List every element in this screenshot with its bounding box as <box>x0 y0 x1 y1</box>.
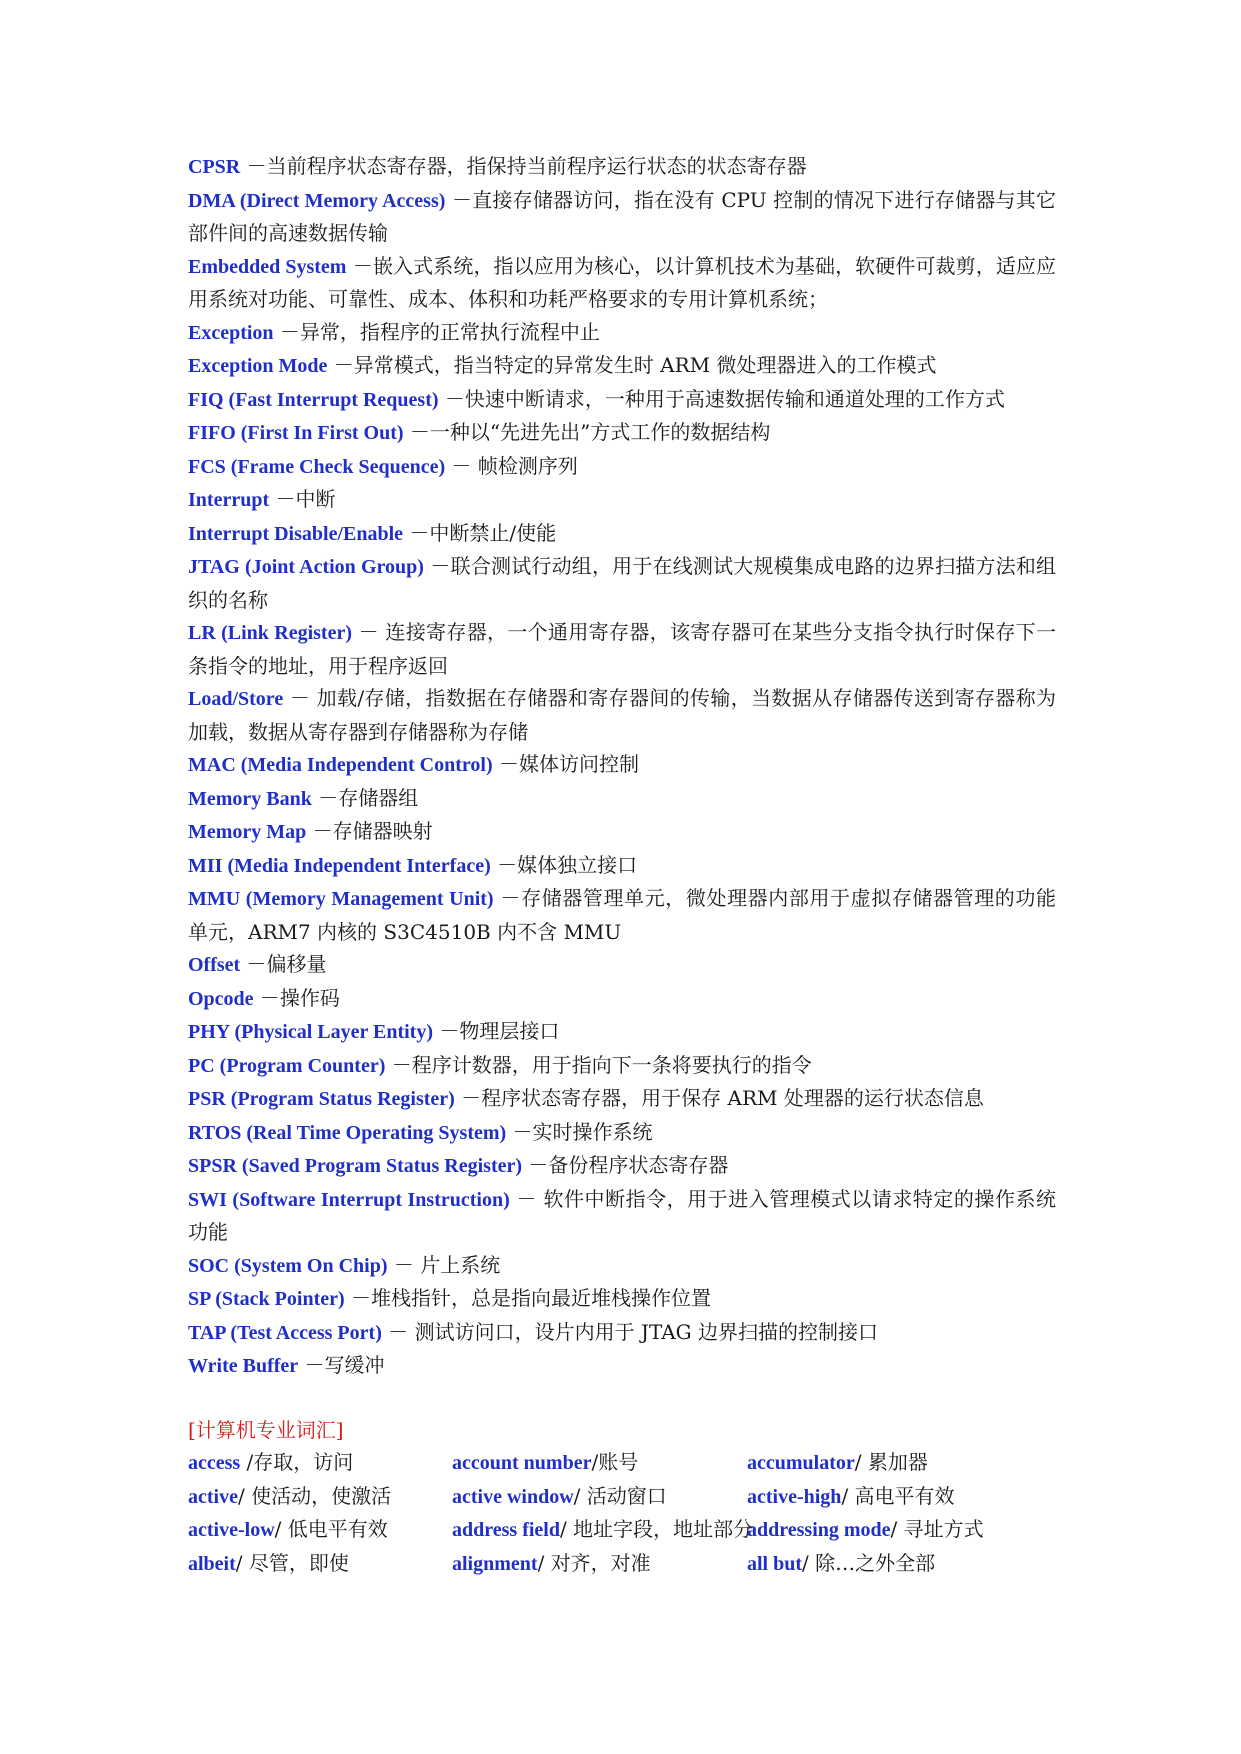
glossary-term: Memory Map <box>188 821 307 843</box>
vocab-row <box>188 1480 1056 1514</box>
glossary-term: Interrupt <box>188 489 270 511</box>
glossary-entry <box>188 416 1056 450</box>
vocab-definition: / 累加器 <box>854 1450 928 1474</box>
glossary-term: Embedded System <box>188 255 347 278</box>
glossary-entry <box>188 250 1056 316</box>
glossary-term: FCS (Frame Check Sequence) <box>188 455 446 478</box>
glossary-term: RTOS (Real Time Operating System) <box>188 1121 507 1144</box>
glossary-entry <box>188 616 1056 682</box>
glossary-definition: －存储器组 <box>311 785 419 810</box>
glossary-term: PHY (Physical Layer Entity) <box>188 1021 433 1043</box>
vocab-row <box>188 1446 1056 1480</box>
glossary-definition: －中断 <box>269 487 336 511</box>
glossary-term: SOC (System On Chip) <box>188 1254 388 1277</box>
vocab-term: addressing mode <box>747 1519 891 1541</box>
glossary-definition: －异常，指程序的正常执行流程中止 <box>273 319 600 344</box>
glossary-term: SPSR (Saved Program Status Register) <box>188 1155 523 1177</box>
glossary-entry <box>188 150 1056 184</box>
glossary-definition: －物理层接口 <box>432 1019 560 1043</box>
glossary-entry <box>188 748 1056 782</box>
vocab-definition: / 低电平有效 <box>274 1517 388 1541</box>
glossary-definition: －堆栈指针，总是指向最近堆栈操作位置 <box>344 1286 712 1310</box>
glossary-term: CPSR <box>188 156 241 178</box>
glossary-definition: －媒体访问控制 <box>492 752 639 776</box>
glossary-definition: －操作码 <box>253 985 340 1010</box>
glossary-definition: －当前程序状态寄存器，指保持当前程序运行状态的状态寄存器 <box>240 154 807 178</box>
glossary-term: FIFO (First In First Out) <box>188 422 404 444</box>
vocab-definition: / 高电平有效 <box>841 1483 955 1508</box>
vocab-cell <box>452 1446 747 1480</box>
section-title: [计算机专业词汇] <box>188 1417 344 1442</box>
vocab-cell <box>188 1446 452 1480</box>
vocab-definition: / 尽管，即使 <box>235 1550 349 1575</box>
glossary-entry <box>188 517 1056 551</box>
vocab-table <box>188 1446 1056 1580</box>
glossary-definition: － 片上系统 <box>387 1252 501 1277</box>
glossary-definition: －快速中断请求，一种用于高速数据传输和通道处理的工作方式 <box>438 386 1005 411</box>
glossary-definition: －程序状态寄存器，用于保存 ARM 处理器的运行状态信息 <box>454 1086 984 1110</box>
glossary-term: Exception <box>188 321 274 344</box>
glossary-term: Write Buffer <box>188 1355 299 1377</box>
glossary-definition: － 连接寄存器，一个通用寄存器，该寄存器可在某些分支指令执行时保存下一条指令的地址，用于程序返回 <box>188 620 1056 678</box>
glossary-entry <box>188 316 1056 350</box>
glossary-definition: －媒体独立接口 <box>490 852 638 877</box>
glossary-entry <box>188 1015 1056 1049</box>
glossary-term: Memory Bank <box>188 787 312 810</box>
glossary-definition: －备份程序状态寄存器 <box>522 1153 729 1177</box>
glossary-term: LR (Link Register) <box>188 622 352 644</box>
glossary-entry <box>188 882 1056 948</box>
glossary-definition: －异常模式，指当特定的异常发生时 ARM 微处理器进入的工作模式 <box>327 353 937 377</box>
vocab-cell <box>452 1513 754 1547</box>
glossary-entry <box>188 349 1056 383</box>
glossary-definition: －存储器映射 <box>306 819 433 843</box>
vocab-cell <box>452 1547 747 1581</box>
glossary-definition: －偏移量 <box>240 952 327 976</box>
glossary-entry <box>188 815 1056 849</box>
vocab-row <box>188 1513 1056 1547</box>
vocab-cell <box>188 1547 452 1581</box>
glossary-term: DMA (Direct Memory Access) <box>188 189 446 212</box>
vocab-term: albeit <box>188 1552 236 1575</box>
glossary-definition: －嵌入式系统，指以应用为核心，以计算机技术为基础，软硬件可裁剪，适应应用系统对功能、可靠性、成本、体积和功耗严格要求的专用计算机系统； <box>188 253 1057 311</box>
glossary-term: Opcode <box>188 987 254 1010</box>
glossary-term: PC (Program Counter) <box>188 1054 386 1077</box>
glossary-entry <box>188 1349 1056 1383</box>
vocab-definition: / 寻址方式 <box>890 1517 984 1541</box>
glossary-entry <box>188 1282 1056 1316</box>
glossary-entry <box>188 1249 1056 1283</box>
vocab-definition: /存取，访问 <box>240 1450 354 1474</box>
glossary-entry <box>188 948 1056 982</box>
vocab-term: alignment <box>452 1552 538 1575</box>
glossary-term: TAP (Test Access Port) <box>188 1321 382 1344</box>
vocab-term: active-low <box>188 1519 275 1541</box>
vocab-term: all but <box>747 1552 803 1575</box>
vocab-cell <box>188 1480 452 1514</box>
vocab-term: active-high <box>747 1485 842 1508</box>
vocab-term: address field <box>452 1519 560 1541</box>
glossary-term: MAC (Media Independent Control) <box>188 754 493 776</box>
glossary-definition: －一种以“先进先出”方式工作的数据结构 <box>403 420 771 444</box>
glossary-entry <box>188 1082 1056 1116</box>
glossary-entry <box>188 849 1056 883</box>
glossary-definition: － 测试访问口，设片内用于 JTAG 边界扫描的控制接口 <box>381 1319 878 1344</box>
document-page <box>188 150 1056 1580</box>
glossary-entry <box>188 1049 1056 1083</box>
glossary-term: FIQ (Fast Interrupt Request) <box>188 388 439 411</box>
vocab-row <box>188 1547 1056 1581</box>
glossary-entry <box>188 1316 1056 1350</box>
glossary-term: PSR (Program Status Register) <box>188 1088 455 1110</box>
glossary-term: JTAG (Joint Action Group) <box>188 556 424 578</box>
glossary-term: Interrupt Disable/Enable <box>188 522 404 545</box>
vocab-definition: /账号 <box>591 1450 639 1474</box>
glossary-term: Load/Store <box>188 688 284 710</box>
vocab-term: access <box>188 1452 241 1474</box>
glossary-term: Offset <box>188 954 241 976</box>
glossary-definition: － 加载/存储，指数据在存储器和寄存器间的传输，当数据从存储器传送到寄存器称为加载，数据从寄存器到存储器称为存储 <box>188 686 1056 744</box>
glossary-definition: － 帧检测序列 <box>445 453 578 478</box>
glossary-list <box>188 150 1056 1383</box>
glossary-entry <box>188 550 1056 616</box>
glossary-entry <box>188 483 1056 517</box>
glossary-definition: －写缓冲 <box>298 1353 385 1377</box>
vocab-cell <box>747 1480 1056 1514</box>
glossary-entry <box>188 450 1056 484</box>
glossary-entry <box>188 383 1056 417</box>
vocab-definition: / 地址字段，地址部分 <box>559 1517 754 1541</box>
vocab-cell <box>747 1513 1056 1547</box>
glossary-entry <box>188 782 1056 816</box>
glossary-definition: －联合测试行动组，用于在线测试大规模集成电路的边界扫描方法和组织的名称 <box>188 554 1057 612</box>
glossary-term: Exception Mode <box>188 355 328 377</box>
vocab-cell <box>188 1513 452 1547</box>
vocab-cell <box>747 1446 1056 1480</box>
glossary-entry <box>188 982 1056 1016</box>
glossary-entry <box>188 1183 1056 1249</box>
vocab-term: account number <box>452 1452 592 1474</box>
glossary-entry <box>188 682 1056 748</box>
glossary-term: MII (Media Independent Interface) <box>188 854 491 877</box>
glossary-definition: －实时操作系统 <box>506 1119 653 1144</box>
vocab-definition: / 对齐，对准 <box>537 1550 651 1575</box>
glossary-term: MMU (Memory Management Unit) <box>188 888 494 910</box>
glossary-entry <box>188 184 1056 250</box>
glossary-term: SP (Stack Pointer) <box>188 1288 345 1310</box>
glossary-entry <box>188 1116 1056 1150</box>
vocab-term: active <box>188 1485 238 1508</box>
glossary-definition: －中断禁止/使能 <box>403 520 557 545</box>
glossary-definition: －直接存储器访问，指在没有 CPU 控制的情况下进行存储器与其它部件间的高速数据传输 <box>188 187 1056 245</box>
vocab-definition: / 活动窗口 <box>573 1483 667 1508</box>
vocab-cell <box>747 1547 1056 1581</box>
glossary-definition: －程序计数器，用于指向下一条将要执行的指令 <box>385 1052 812 1077</box>
glossary-entry <box>188 1149 1056 1183</box>
glossary-term: SWI (Software Interrupt Instruction) <box>188 1188 510 1211</box>
glossary-definition: －存储器管理单元，微处理器内部用于虚拟存储器管理的功能单元，ARM7 内核的 S3C4510B 内不含 MMU <box>188 886 1056 944</box>
vocab-term: accumulator <box>747 1452 855 1474</box>
vocab-cell <box>452 1480 747 1514</box>
vocab-definition: / 除…之外全部 <box>802 1550 936 1575</box>
vocab-definition: / 使活动，使激活 <box>237 1483 392 1508</box>
vocab-term: active window <box>452 1485 574 1508</box>
glossary-definition: － 软件中断指令，用于进入管理模式以请求特定的操作系统功能 <box>188 1186 1056 1244</box>
